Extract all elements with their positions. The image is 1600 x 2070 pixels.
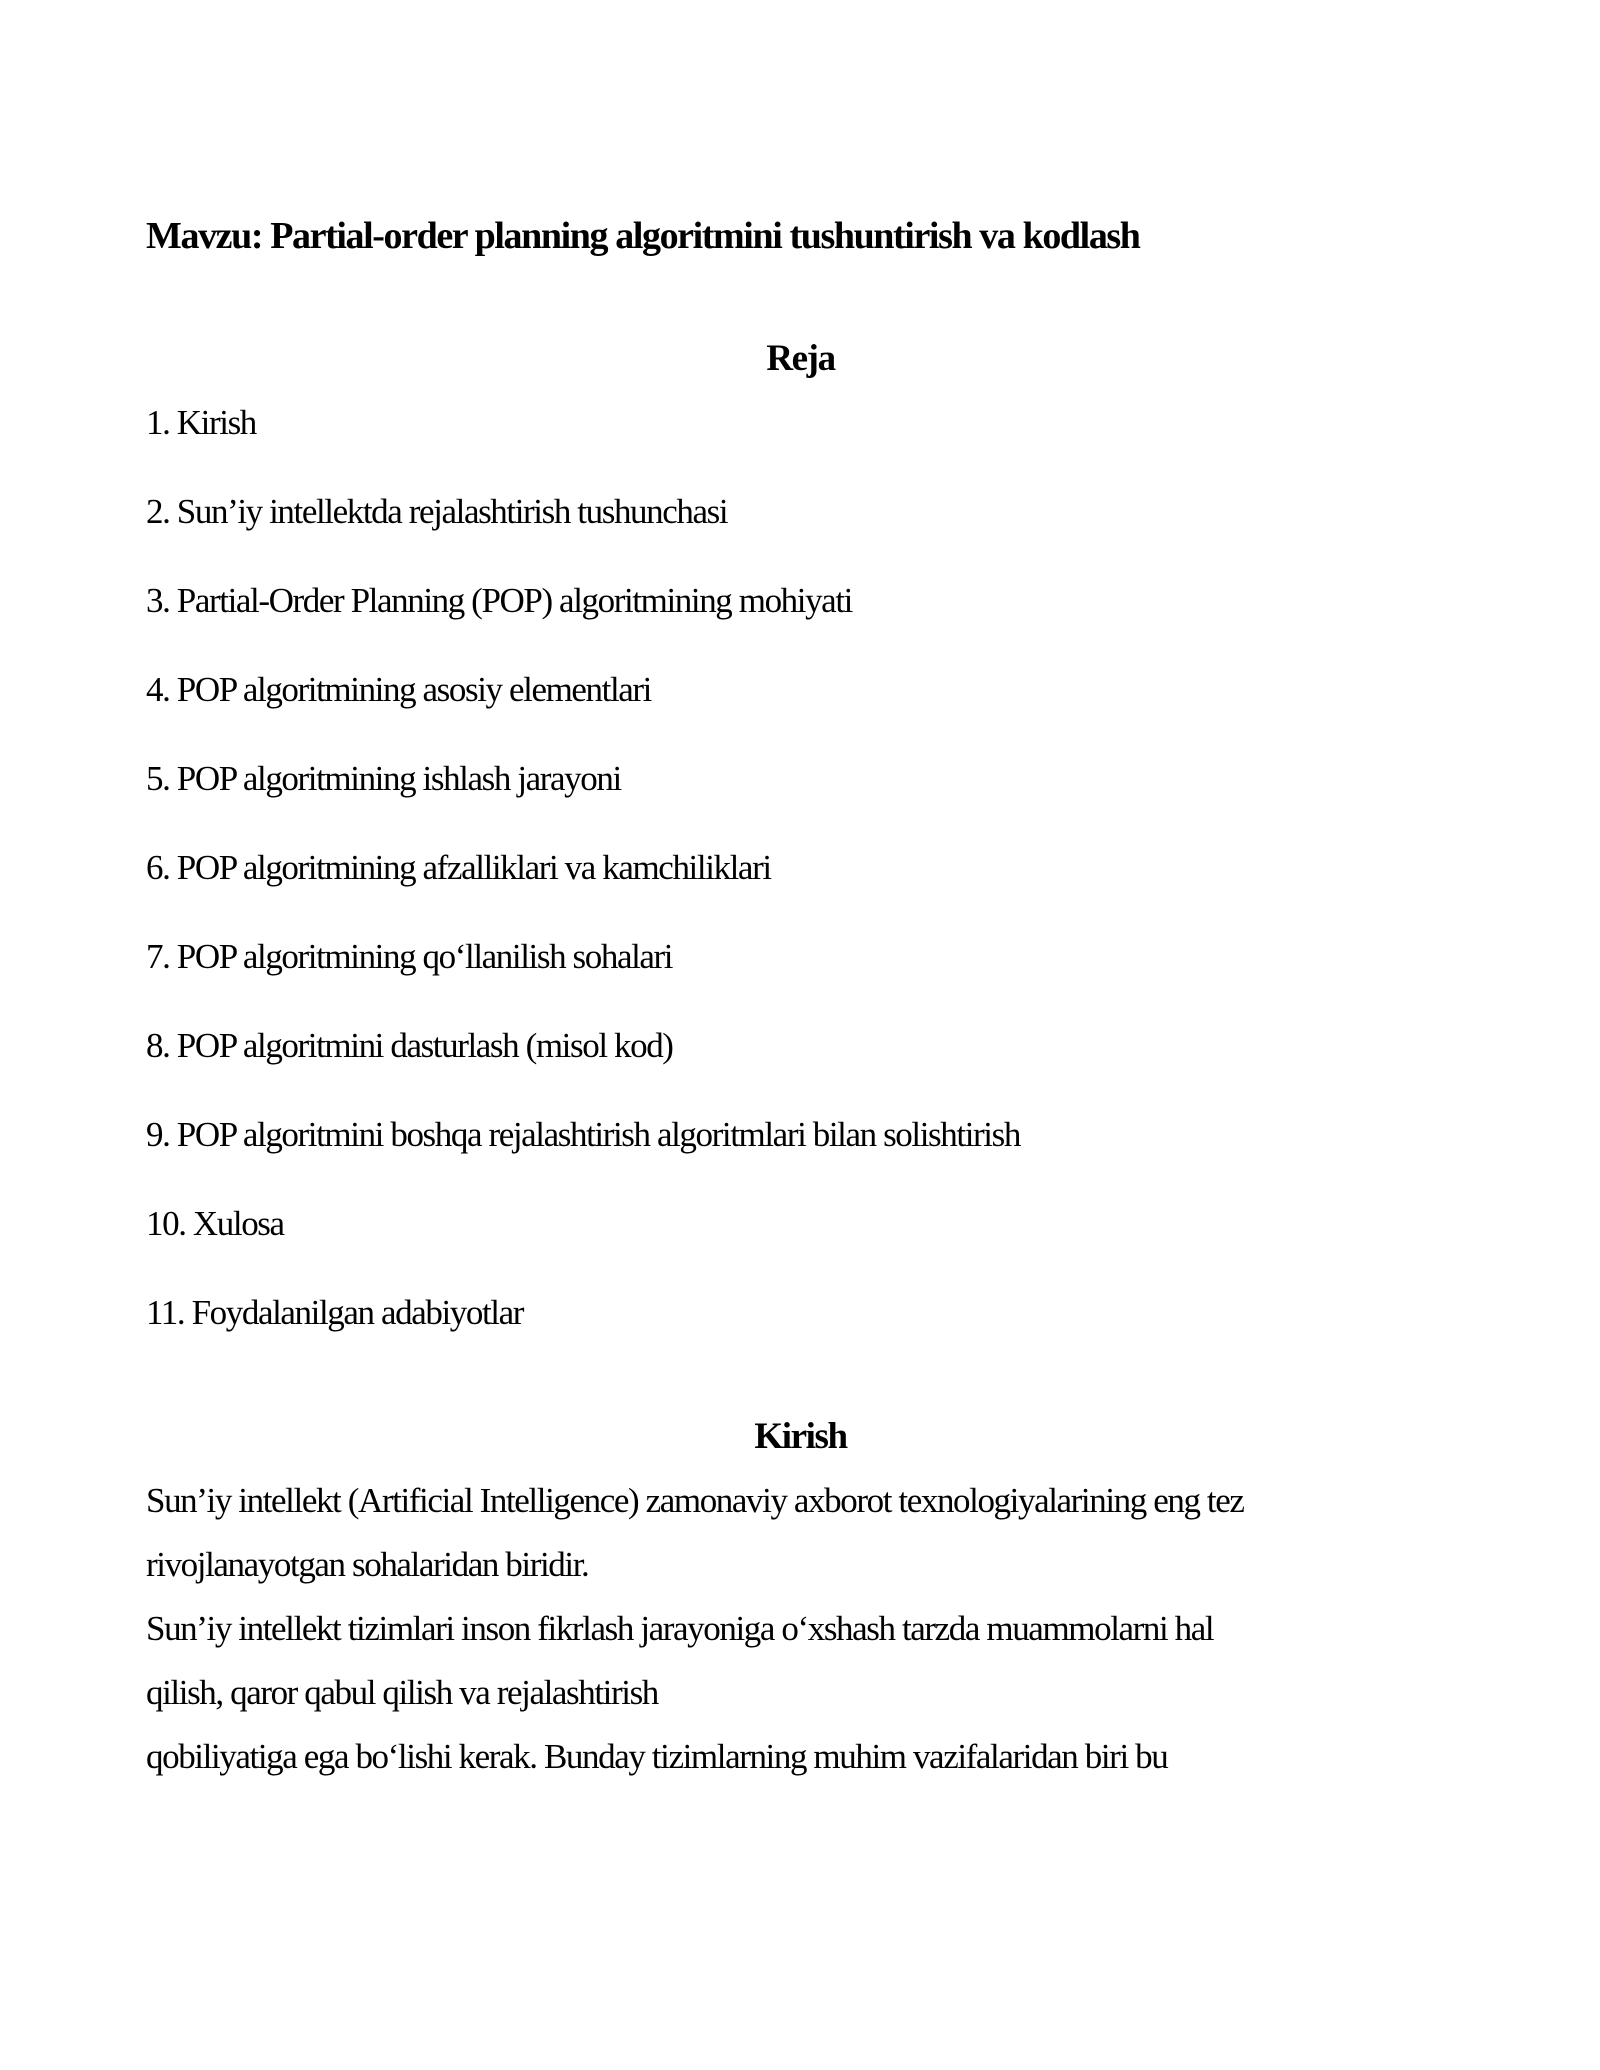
- intro-line: rivojlanayotgan sohalaridan biridir.: [146, 1545, 589, 1584]
- plan-item: 7. POP algoritmining qoʻllanilish sohalari: [146, 937, 673, 976]
- intro-line: Sun’iy intellekt tizimlari inson fikrlash jarayoniga oʻxshash tarzda muammolarni hal: [146, 1609, 1214, 1648]
- plan-item: 5. POP algoritmining ishlash jarayoni: [146, 759, 621, 798]
- intro-line: Sun’iy intellekt (Artificial Intelligence) zamonaviy axborot texnologiyalarining eng tez: [146, 1481, 1244, 1520]
- document-title: Mavzu: Partial-order planning algoritmini tushuntirish va kodlash: [146, 215, 1140, 257]
- plan-item: 4. POP algoritmining asosiy elementlari: [146, 670, 652, 709]
- plan-item: 2. Sun’iy intellektda rejalashtirish tushunchasi: [146, 492, 728, 531]
- plan-heading: Reja: [766, 338, 835, 379]
- intro-heading: Kirish: [754, 1416, 847, 1457]
- plan-item: 10. Xulosa: [146, 1204, 284, 1243]
- plan-item: 8. POP algoritmini dasturlash (misol kod): [146, 1026, 673, 1065]
- intro-paragraphs: [146, 1469, 1455, 1789]
- intro-line: qilish, qaror qabul qilish va rejalashtirish: [146, 1673, 658, 1712]
- plan-item: 11. Foydalanilgan adabiyotlar: [146, 1293, 524, 1332]
- plan-item: 9. POP algoritmini boshqa rejalashtirish algoritmlari bilan solishtirish: [146, 1115, 1020, 1154]
- plan-item: 1. Kirish: [146, 403, 256, 442]
- intro-line: qobiliyatiga ega boʻlishi kerak. Bunday tizimlarning muhim vazifalaridan biri bu: [146, 1737, 1168, 1776]
- plan-list: [146, 391, 1455, 1345]
- plan-item: 6. POP algoritmining afzalliklari va kamchiliklari: [146, 848, 771, 887]
- plan-item: 3. Partial-Order Planning (POP) algoritmining mohiyati: [146, 581, 852, 620]
